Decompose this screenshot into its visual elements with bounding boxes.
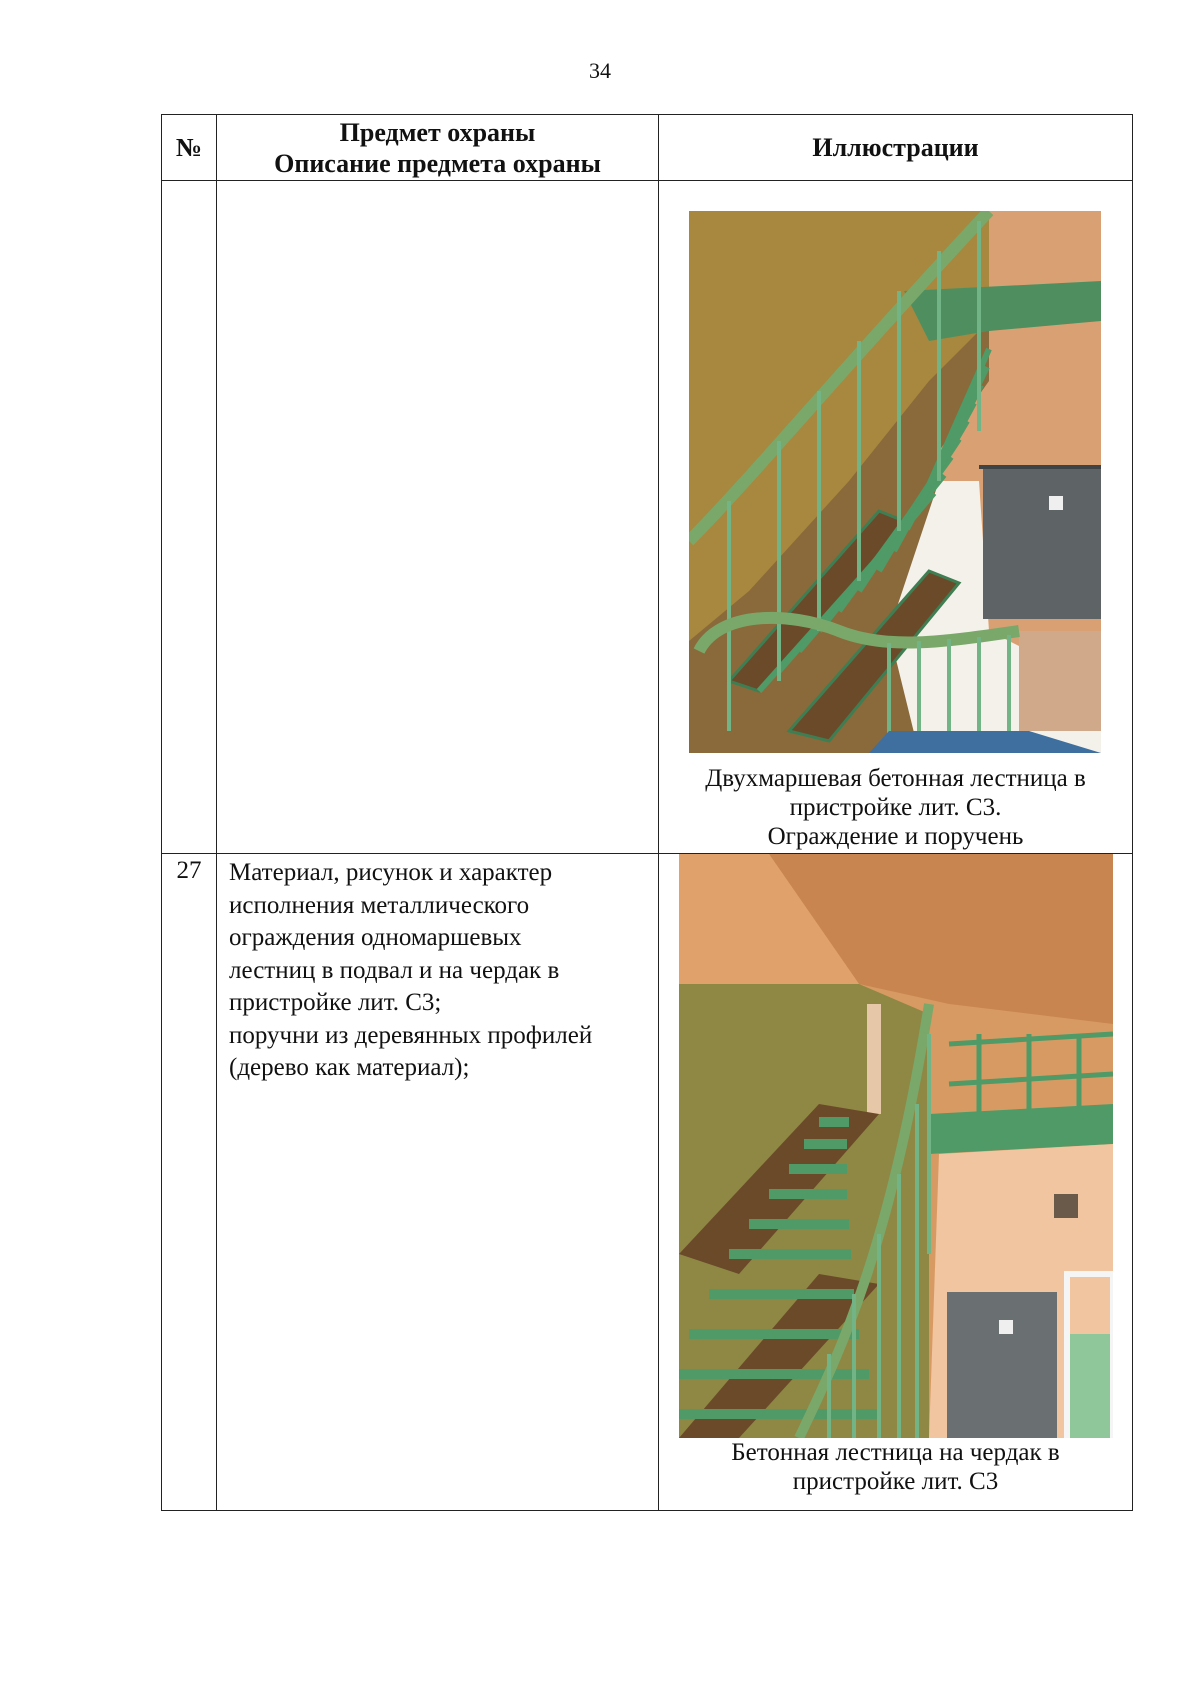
photo-caption <box>659 1438 1132 1496</box>
caption-line: Бетонная лестница на чердак в <box>731 1439 1060 1466</box>
description-line: (дерево как материал); <box>229 1054 470 1081</box>
caption-line: пристройке лит. С3. <box>789 794 1002 821</box>
caption-line: Двухмаршевая бетонная лестница в <box>705 765 1086 792</box>
description-line: поручни из деревянных профилей <box>229 1021 593 1049</box>
protection-table <box>161 114 1133 1511</box>
table-row <box>162 854 1133 1511</box>
header-number: № <box>162 115 217 181</box>
table-row <box>162 181 1133 854</box>
page-number: 34 <box>589 58 611 83</box>
row-description <box>217 854 659 1511</box>
header-illustrations: Иллюстрации <box>659 115 1133 181</box>
caption-line: пристройке лит. С3 <box>792 1468 999 1495</box>
caption-line: Ограждение и поручень <box>767 823 1024 850</box>
description-line: Материал, рисунок и характер <box>229 859 553 886</box>
row-number: 27 <box>162 854 217 1511</box>
description-line: ограждения одномаршевых <box>229 924 522 951</box>
description-line: исполнения металлического <box>229 891 530 919</box>
row-number <box>162 181 217 854</box>
row-description <box>217 181 659 854</box>
staircase-photo-two-flight <box>689 211 1101 753</box>
header-subject <box>217 115 659 181</box>
header-subject-description: Описание предмета охраны <box>274 148 601 178</box>
illustration-cell <box>659 181 1133 854</box>
photo-caption <box>659 764 1132 851</box>
illustration-cell <box>659 854 1133 1511</box>
description-line: пристройке лит. С3; <box>229 989 442 1016</box>
table-header-row <box>162 115 1133 181</box>
header-subject-title: Предмет охраны <box>339 117 536 147</box>
staircase-photo-attic <box>679 854 1113 1438</box>
description-line: лестниц в подвал и на чердак в <box>229 956 560 984</box>
